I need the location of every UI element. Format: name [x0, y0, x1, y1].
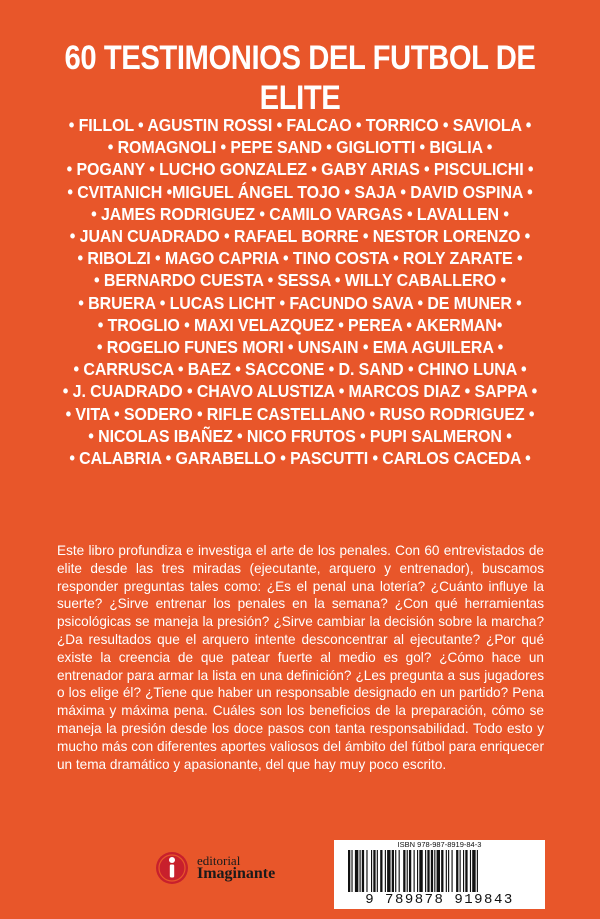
barcode-bar — [409, 850, 411, 892]
barcode-bar — [448, 850, 449, 892]
barcode-bar — [456, 850, 458, 892]
testimonials-list — [20, 114, 580, 469]
book-description: Este libro profundiza e investiga el arte de los penales. Con 60 entrevistados de elite desde las tres miradas (ejecutante, arquero y entrenador), buscamos responder preguntas tales como: ¿Es el penal una lotería? ¿Cuánto influye la suerte? ¿Sirve entrenar los penales en la semana? ¿Con qué herramientas psicológicas se maneja la presión? ¿Sirve cambiar la decisión sobre la marcha? ¿Da resultados que el arquero intente desconcentrar al ejecutante? ¿Por qué existe la creencia de que patear fuerte al medio es gol? ¿Cómo hace un entrenador para armar la lista en una definición? ¿Les pregunta a sus jugadores o los elige él? ¿Tiene que haber un responsable designado en un partido? Pena máxima y máxima pena. Cuáles son los beneficios de la preparación, cómo se maneja la presión desde los doce pasos con tanta responsabilidad. Todo esto y mucho más con diferentes aportes valiosos del ámbito del fútbol para enriquecer un tema dramático y apasionante, del que hay muy poco escrito. — [57, 543, 544, 772]
publisher-name-line1: editorial — [197, 853, 241, 868]
barcode-bar — [437, 850, 440, 892]
barcode-bar — [419, 850, 422, 892]
barcode-bar — [463, 850, 464, 892]
barcode-bar — [452, 850, 453, 892]
name-line: • ROMAGNOLI • PEPE SAND • GIGLIOTTI • BIGLIA • — [107, 137, 493, 158]
name-line: • J. CUADRADO • CHAVO ALUSTIZA • MARCOS DIAZ • SAPPA • — [62, 381, 538, 402]
name-line: • VITA • SODERO • RIFLE CASTELLANO • RUSO RODRIGUEZ • — [65, 403, 535, 424]
barcode-bar — [460, 850, 461, 892]
barcode-bar — [417, 850, 418, 892]
name-line: • CARRUSCA • BAEZ • SACCONE • D. SAND • CHINO LUNA • — [73, 359, 527, 380]
isbn-label: ISBN 978-987-8919-84-3 — [397, 840, 482, 849]
publisher-name-line2: Imaginante — [197, 865, 276, 882]
cover-title: 60 TESTIMONIOS DEL FUTBOL DE ELITE — [64, 39, 536, 117]
barcode-bar — [387, 850, 390, 892]
barcode-bar — [362, 850, 364, 892]
barcode-bar — [425, 850, 426, 892]
barcode-bar — [434, 850, 435, 892]
barcode-bar — [355, 850, 358, 892]
barcode-bar — [441, 850, 443, 892]
name-line: • JAMES RODRIGUEZ • CAMILO VARGAS • LAVALLEN • — [91, 203, 509, 224]
barcode-bar — [380, 850, 382, 892]
barcode-bar — [446, 850, 447, 892]
barcode-bar — [477, 850, 478, 892]
isbn-barcode — [334, 840, 545, 909]
name-line: • POGANY • LUCHO GONZALEZ • GABY ARIAS • PISCULICHI • — [66, 159, 534, 180]
barcode-bar — [351, 850, 352, 892]
name-line: • BRUERA • LUCAS LICHT • FACUNDO SAVA • DE MUNER • — [78, 292, 522, 313]
barcode-bar — [377, 850, 378, 892]
barcode-bar — [392, 850, 394, 892]
barcode-bar — [414, 850, 415, 892]
barcode-bar — [465, 850, 467, 892]
barcode-bar — [470, 850, 471, 892]
name-line: • NICOLAS IBAÑEZ • NICO FRUTOS • PUPI SALMERON • — [88, 425, 512, 446]
barcode-bar — [395, 850, 396, 892]
name-line: • BERNARDO CUESTA • SESSA • WILLY CABALLERO • — [94, 270, 506, 291]
barcode-bar — [399, 850, 400, 892]
name-line: • ROGELIO FUNES MORI • UNSAIN • EMA AGUILERA • — [96, 337, 504, 358]
barcode-bar — [431, 850, 433, 892]
name-line: • JUAN CUADRADO • RAFAEL BORRE • NESTOR LORENZO • — [69, 226, 531, 247]
barcode-bars — [348, 850, 531, 894]
name-line: • TROGLIO • MAXI VELAZQUEZ • PEREA • AKERMAN• — [97, 314, 503, 335]
publisher-mark-icon — [155, 851, 189, 885]
barcode-bar — [360, 850, 361, 892]
barcode-bar — [403, 850, 405, 892]
name-line: • RIBOLZI • MAGO CAPRIA • TINO COSTA • ROLY ZARATE • — [77, 248, 523, 269]
barcode-bar — [348, 850, 350, 892]
name-line: • CALABRIA • GARABELLO • PASCUTTI • CARLOS CACEDA • — [69, 448, 531, 469]
name-line: • FILLOL • AGUSTIN ROSSI • FALCAO • TORRICO • SAVIOLA • — [68, 115, 532, 135]
barcode-bar — [407, 850, 408, 892]
publisher-logo — [155, 851, 305, 887]
barcode-bar — [373, 850, 375, 892]
barcode-bar — [472, 850, 475, 892]
barcode-bar — [371, 850, 372, 892]
barcode-bar — [427, 850, 429, 892]
barcode-bar — [385, 850, 386, 892]
name-line: • CVITANICH •MIGUEL ÁNGEL TOJO • SAJA • DAVID OSPINA • — [67, 181, 533, 202]
barcode-bar — [366, 850, 367, 892]
isbn-digits: 9 789878 919843 — [365, 892, 514, 908]
